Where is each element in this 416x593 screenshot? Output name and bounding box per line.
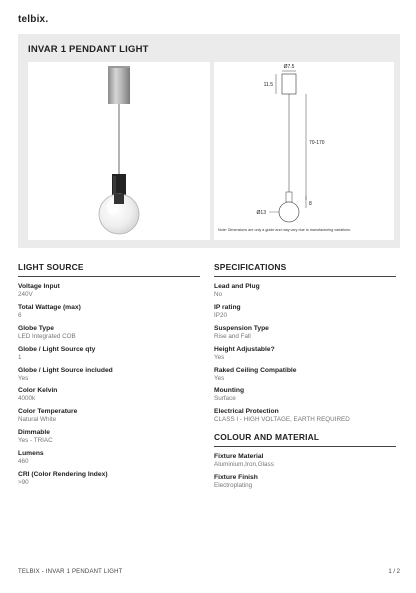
- spec-value: >90: [18, 479, 29, 487]
- spec-value: Yes: [214, 353, 225, 361]
- spec-value: Yes: [214, 374, 225, 382]
- dimensions-note: Note: Dimensions are only a guide and may vary due to manufacturing variations.: [218, 228, 352, 232]
- spec-value: Yes - TRIAC: [18, 437, 53, 445]
- brand-logo: telbix.: [18, 14, 49, 25]
- spec-globe-included: [18, 367, 200, 383]
- specifications-section: [214, 262, 396, 495]
- spec-color-temperature: [18, 408, 200, 424]
- spec-value: 4000k: [18, 395, 36, 403]
- spec-value: 1: [18, 353, 22, 361]
- spec-value: 240V: [18, 291, 33, 298]
- dim-globe-diameter: Ø13: [256, 210, 266, 216]
- spec-value: Aluminium,Iron,Glass: [214, 460, 274, 468]
- spec-label: Electrical Protection: [214, 408, 279, 416]
- spec-fixture-material: [214, 453, 396, 469]
- spec-label: Fixture Material: [214, 452, 264, 460]
- spec-value: IP20: [214, 311, 227, 319]
- spec-label: Lead and Plug: [214, 283, 260, 290]
- canopy: [108, 66, 130, 104]
- spec-raked-ceiling: [214, 367, 396, 383]
- spec-value: Rise and Fall: [214, 332, 251, 340]
- spec-label: IP rating: [214, 303, 241, 311]
- dim-cable-length: 70-170: [309, 140, 325, 146]
- spec-value: Electroplating: [214, 481, 253, 489]
- spec-label: Raked Ceiling Compatible: [214, 366, 297, 374]
- spec-fixture-finish: [214, 474, 396, 490]
- spec-value: 460: [18, 458, 29, 466]
- colour-material-title: COLOUR AND MATERIAL: [214, 432, 396, 447]
- spec-label: Height Adjustable?: [214, 345, 275, 353]
- spec-electrical-protection: [214, 408, 396, 424]
- product-hero: [18, 34, 400, 248]
- spec-value: Natural White: [18, 416, 57, 424]
- product-photo: [28, 62, 210, 240]
- spec-value: Surface: [214, 395, 236, 403]
- spec-label: Color Temperature: [18, 408, 78, 416]
- spec-label: Dimmable: [18, 429, 50, 437]
- light-source-title: LIGHT SOURCE: [18, 262, 200, 277]
- dimension-diagram: [214, 62, 394, 240]
- page-number: 1 / 2: [388, 569, 400, 575]
- spec-globe-type: [18, 325, 200, 341]
- dim-top-diameter: Ø7.5: [283, 64, 295, 70]
- spec-label: Mounting: [214, 387, 245, 395]
- footer-title: TELBIX - INVAR 1 PENDANT LIGHT: [18, 569, 123, 575]
- spec-label: CRI (Color Rendering Index): [18, 471, 108, 479]
- spec-value: LED Integrated COB: [18, 332, 76, 340]
- spec-mounting: [214, 387, 396, 403]
- spec-label: Fixture Finish: [214, 473, 258, 481]
- spec-label: Suspension Type: [214, 324, 269, 332]
- spec-label: Globe / Light Source included: [18, 366, 113, 374]
- product-title: INVAR 1 PENDANT LIGHT: [28, 44, 149, 55]
- spec-label: Lumens: [18, 450, 44, 458]
- light-source-section: [18, 262, 200, 492]
- dim-canopy-height: 11.5: [263, 82, 273, 88]
- spec-height-adjustable: [214, 346, 396, 362]
- spec-label: Globe / Light Source qty: [18, 345, 96, 353]
- spec-total-wattage: [18, 304, 200, 320]
- specifications-title: SPECIFICATIONS: [214, 262, 396, 277]
- spec-globe-qty: [18, 346, 200, 362]
- spec-value: Yes: [18, 374, 29, 382]
- spec-value: 6: [18, 311, 22, 319]
- pendant-light-image: [28, 62, 210, 240]
- spec-color-kelvin: [18, 387, 200, 403]
- spec-cri: [18, 471, 200, 487]
- spec-ip-rating: [214, 304, 396, 320]
- spec-label: Globe Type: [18, 324, 54, 332]
- spec-suspension-type: [214, 325, 396, 341]
- spec-value: No: [214, 291, 223, 298]
- spec-lead-and-plug: [214, 283, 396, 299]
- dimension-drawing: [214, 62, 394, 240]
- spec-label: Color Kelvin: [18, 387, 58, 395]
- spec-dimmable: [18, 429, 200, 445]
- spec-lumens: [18, 450, 200, 466]
- spec-value: CLASS I - HIGH VOLTAGE, EARTH REQUIRED: [214, 416, 350, 424]
- dim-globe-height: 8: [309, 201, 312, 207]
- spec-label: Voltage Input: [18, 283, 60, 290]
- spec-label: Total Wattage (max): [18, 303, 81, 311]
- spec-voltage-input: [18, 283, 200, 299]
